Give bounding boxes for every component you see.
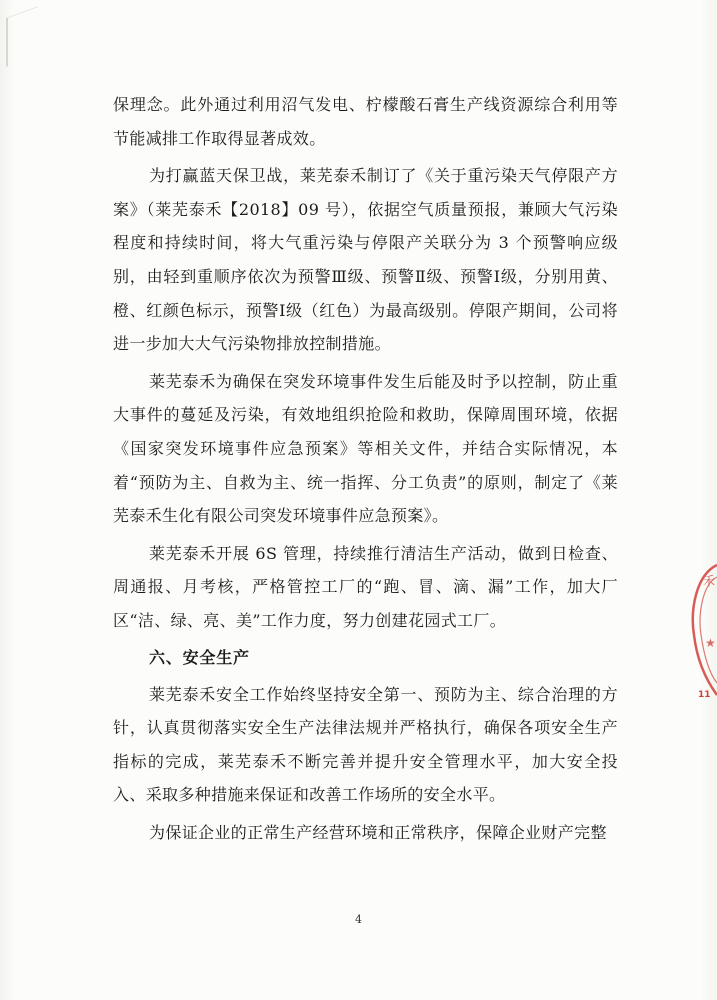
- svg-text:禾: 禾: [703, 574, 716, 588]
- section-heading-safety: 六、安全生产: [149, 647, 250, 667]
- red-seal-stamp-edge: [688, 555, 717, 705]
- paragraph-blue-sky: 为打赢蓝天保卫战，莱芜泰禾制订了《关于重污染天气停限产方案》（莱芜泰禾【2018】09 号），依据空气质量预报，兼顾大气污染程度和持续时间，将大气重污染与停限产关联分为 3 个预警响应级别，由轻到重顺序依次为预警Ⅲ级、预警Ⅱ级、预警Ⅰ级，分别用黄、橙、红颜色标示，预警Ⅰ级（红色）为最高级别。停限产期间，公司将进一步加大大气污染物排放控制措施。: [113, 166, 618, 354]
- paragraph-safety-order: 为保证企业的正常生产经营环境和正常秩序，保障企业财产完整: [149, 822, 607, 842]
- document-body: [113, 88, 618, 853]
- paragraph-emergency-plan: 莱芜泰禾为确保在突发环境事件发生后能及时予以控制，防止重大事件的蔓延及污染，有效地组织抢险和救助，保障周围环境，依据《国家突发环境事件应急预案》等相关文件，并结合实际情况，本着“预防为主、自救为主、统一指挥、分工负责”的原则，制定了《莱芜泰禾生化有限公司突发环境事件应急预案》。: [113, 371, 618, 526]
- corner-fold-mark: [6, 6, 38, 67]
- svg-text:★: ★: [705, 636, 716, 650]
- stamp-number: 11: [698, 690, 711, 700]
- page-number: 4: [355, 913, 362, 926]
- paragraph-continuation: 保理念。此外通过利用沼气发电、柠檬酸石膏生产线资源综合利用等节能减排工作取得显著成效。: [113, 95, 618, 148]
- paragraph-6s-management: 莱芜泰禾开展 6S 管理，持续推行清洁生产活动，做到日检查、周通报、月考核，严格管控工厂的“跑、冒、滴、漏”工作，加大厂区“洁、绿、亮、美”工作力度，努力创建花园式工厂。: [113, 543, 618, 630]
- paragraph-safety-policy: 莱芜泰禾安全工作始终坚持安全第一、预防为主、综合治理的方针，认真贯彻落实安全生产法律法规并严格执行，确保各项安全生产指标的完成，莱芜泰禾不断完善并提升安全管理水平，加大安全投入、采取多种措施来保证和改善工作场所的安全水平。: [113, 684, 618, 805]
